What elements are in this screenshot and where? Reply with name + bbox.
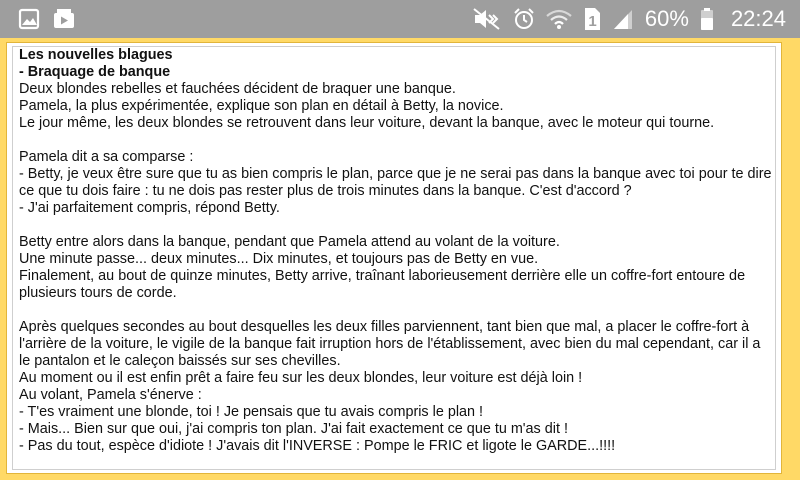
sim-icon: [583, 7, 601, 31]
paragraph-gap: [19, 302, 775, 319]
text-line: Une minute passe... deux minutes... Dix minutes, et toujours pas de Betty en vue.: [19, 251, 539, 267]
battery-icon: [700, 7, 714, 31]
text-line: - Pas du tout, espèce d'idiote ! J'avais dit l'INVERSE : Pompe le FRIC et ligote le GARDE...!!!!: [19, 438, 616, 454]
text-line: Finalement, au bout de quinze minutes, Betty arrive, traînant laborieusement derrière elle un coffre-fort entoure de: [19, 268, 746, 284]
text-line: Au moment ou il est enfin prêt a faire feu sur les deux blondes, leur voiture est déjà loin !: [19, 370, 583, 386]
status-right-group: [472, 6, 786, 32]
text-line: Pamela, la plus expérimentée, explique son plan en détail à Betty, la novice.: [19, 98, 504, 114]
article-title: Les nouvelles blagues: [19, 47, 173, 63]
text-line: l'arrière de la voiture, le vigile de la banque fait irruption hors de l'établissement, avec bien du mal cependant, car il a: [19, 336, 761, 352]
gallery-icon: [18, 8, 40, 30]
text-line: - T'es vraiment une blonde, toi ! Je pensais que tu avais compris le plan !: [19, 404, 484, 420]
text-line: - Mais... Bien sur que oui, j'ai compris ton plan. J'ai fait exactement ce que tu m'as dit !: [19, 421, 568, 437]
text-line: Le jour même, les deux blondes se retrouvent dans leur voiture, devant la banque, avec le moteur qui tourne.: [19, 115, 715, 131]
content-frame: [6, 42, 782, 474]
text-line: plusieurs tours de corde.: [19, 285, 177, 301]
paragraph-gap: [19, 132, 775, 149]
cast-icon: [52, 7, 76, 31]
status-left-group: [18, 7, 76, 31]
battery-percent: 60%: [644, 6, 689, 31]
article-subtitle: - Braquage de banque: [19, 64, 171, 80]
text-line: - Betty, je veux être sure que tu as bien compris le plan, parce que je ne serai pas dans la banque avec toi pour te dire: [19, 166, 772, 182]
clock: 22:24: [730, 6, 786, 31]
text-line: Betty entre alors dans la banque, pendant que Pamela attend au volant de la voiture.: [19, 234, 560, 250]
wifi-icon: [546, 8, 572, 30]
status-bar: [0, 0, 800, 38]
joke-article: [12, 46, 776, 470]
text-line: Deux blondes rebelles et fauchées décident de braquer une banque.: [19, 81, 456, 97]
text-line: Après quelques secondes au bout desquelles les deux filles parviennent, tant bien que mal, a placer le coffre-fort à: [19, 319, 750, 335]
mute-icon: [472, 7, 502, 31]
text-line: - J'ai parfaitement compris, répond Betty.: [19, 200, 280, 216]
sim-slot-number: 1: [588, 13, 597, 30]
text-line: le pantalon et le caleçon baissés sur ses chevilles.: [19, 353, 341, 369]
alarm-icon: [513, 8, 535, 30]
paragraph-gap: [19, 217, 775, 234]
text-line: ce que tu dois faire : tu ne dois pas rester plus de trois minutes dans la banque. C'est d'accord ?: [19, 183, 632, 199]
text-line: Au volant, Pamela s'énerve :: [19, 387, 202, 403]
text-line: Pamela dit a sa comparse :: [19, 149, 194, 165]
signal-icon: [612, 8, 634, 30]
